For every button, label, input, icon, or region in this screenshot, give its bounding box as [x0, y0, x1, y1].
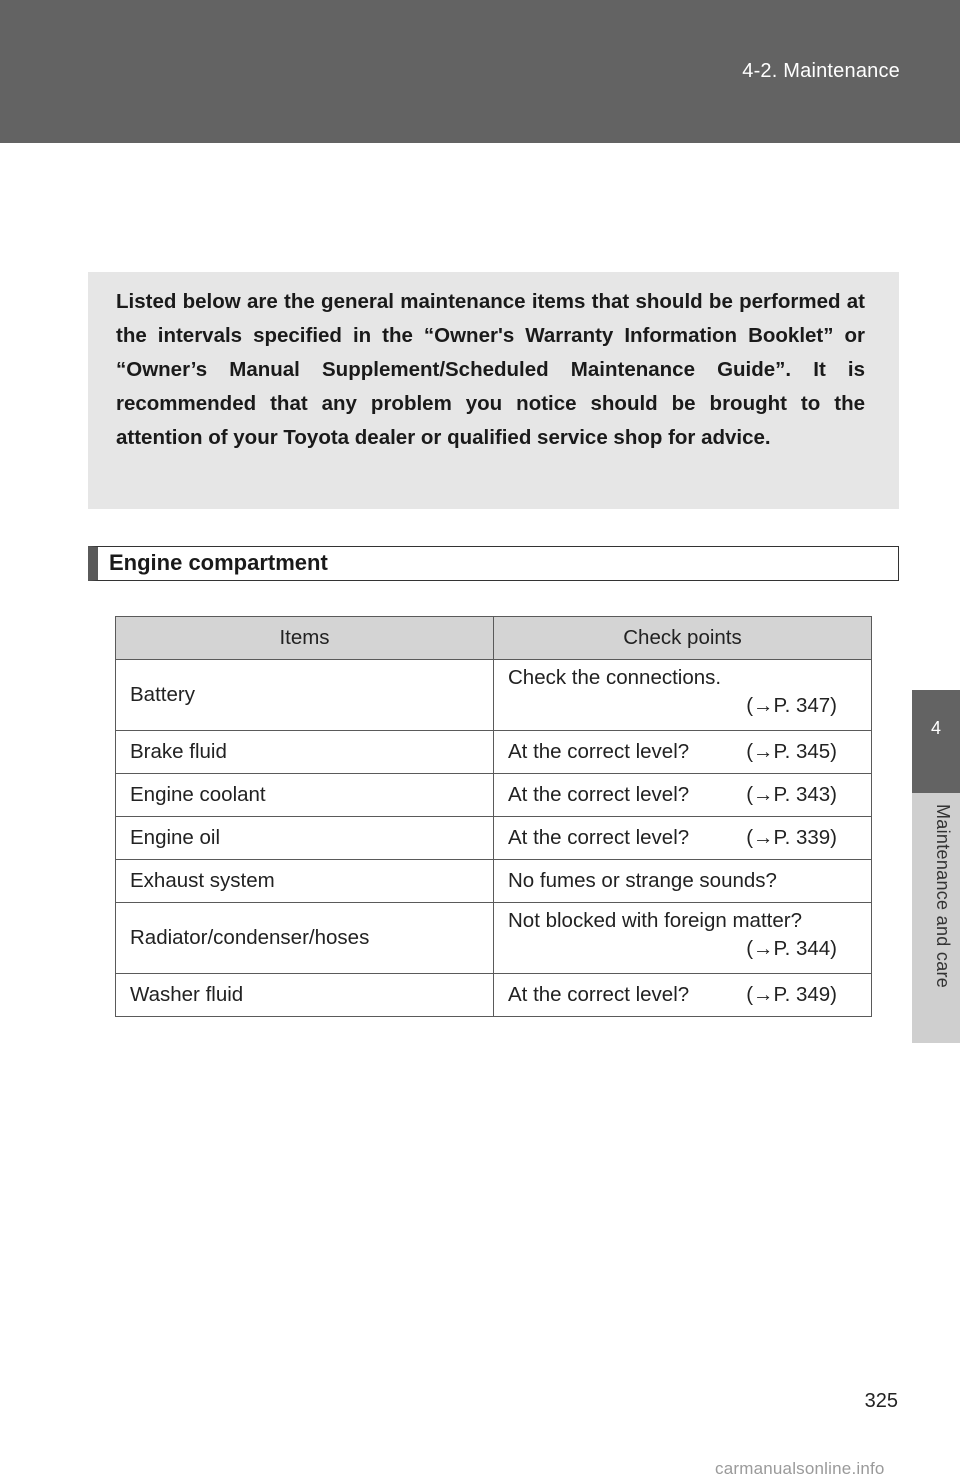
item-cell: Radiator/condenser/hoses	[116, 903, 494, 974]
check-cell	[494, 817, 872, 860]
column-header-check-points: Check points	[494, 617, 872, 660]
page-header	[0, 0, 960, 143]
table-row	[116, 660, 872, 731]
maintenance-table	[115, 616, 872, 1017]
check-text: At the correct level?	[508, 983, 690, 1006]
watermark: carmanualsonline.info	[715, 1459, 885, 1478]
item-cell: Engine oil	[116, 817, 494, 860]
check-cell	[494, 903, 872, 974]
page-reference: (→P. 344)	[746, 937, 837, 960]
table-row	[116, 774, 872, 817]
page-reference: (→P. 345)	[746, 740, 837, 763]
check-text: At the correct level?	[508, 783, 690, 806]
check-cell	[494, 731, 872, 774]
item-cell: Battery	[116, 660, 494, 731]
check-text: At the correct level?	[508, 826, 690, 849]
table-row	[116, 860, 872, 903]
intro-text: Listed below are the general maintenance items that should be performed at the intervals specified in the “Owner's Warranty Information Booklet” or “Owner’s Manual Supplement/Scheduled Maintenance Guide”. It is recommended that any problem you notice should be brought to the attention of your Toyota dealer or qualified service shop for advice.	[116, 290, 865, 449]
page-reference: (→P. 339)	[746, 826, 837, 849]
page-reference: (→P. 347)	[746, 694, 837, 717]
check-cell	[494, 774, 872, 817]
intro-box	[88, 272, 899, 509]
table-row	[116, 817, 872, 860]
check-text: Check the connections.	[508, 666, 722, 689]
check-cell	[494, 660, 872, 731]
chapter-number: 4	[930, 718, 941, 738]
check-text: No fumes or strange sounds?	[508, 869, 777, 892]
chapter-label: Maintenance and care	[933, 804, 953, 989]
item-cell: Exhaust system	[116, 860, 494, 903]
column-header-items: Items	[116, 617, 494, 660]
item-cell: Brake fluid	[116, 731, 494, 774]
item-cell: Washer fluid	[116, 974, 494, 1017]
section-heading: Engine compartment	[88, 546, 899, 581]
table-row	[116, 903, 872, 974]
check-cell	[494, 974, 872, 1017]
table-row	[116, 731, 872, 774]
check-text: At the correct level?	[508, 740, 690, 763]
item-cell: Engine coolant	[116, 774, 494, 817]
table-row	[116, 974, 872, 1017]
page-number: 325	[864, 1390, 898, 1412]
page-reference: (→P. 349)	[746, 983, 837, 1006]
check-cell	[494, 860, 872, 903]
table-header-row	[116, 617, 872, 660]
section-title: 4-2. Maintenance	[742, 60, 900, 82]
check-text: Not blocked with foreign matter?	[508, 909, 802, 932]
page-reference: (→P. 343)	[746, 783, 837, 806]
chapter-tab	[912, 690, 960, 793]
